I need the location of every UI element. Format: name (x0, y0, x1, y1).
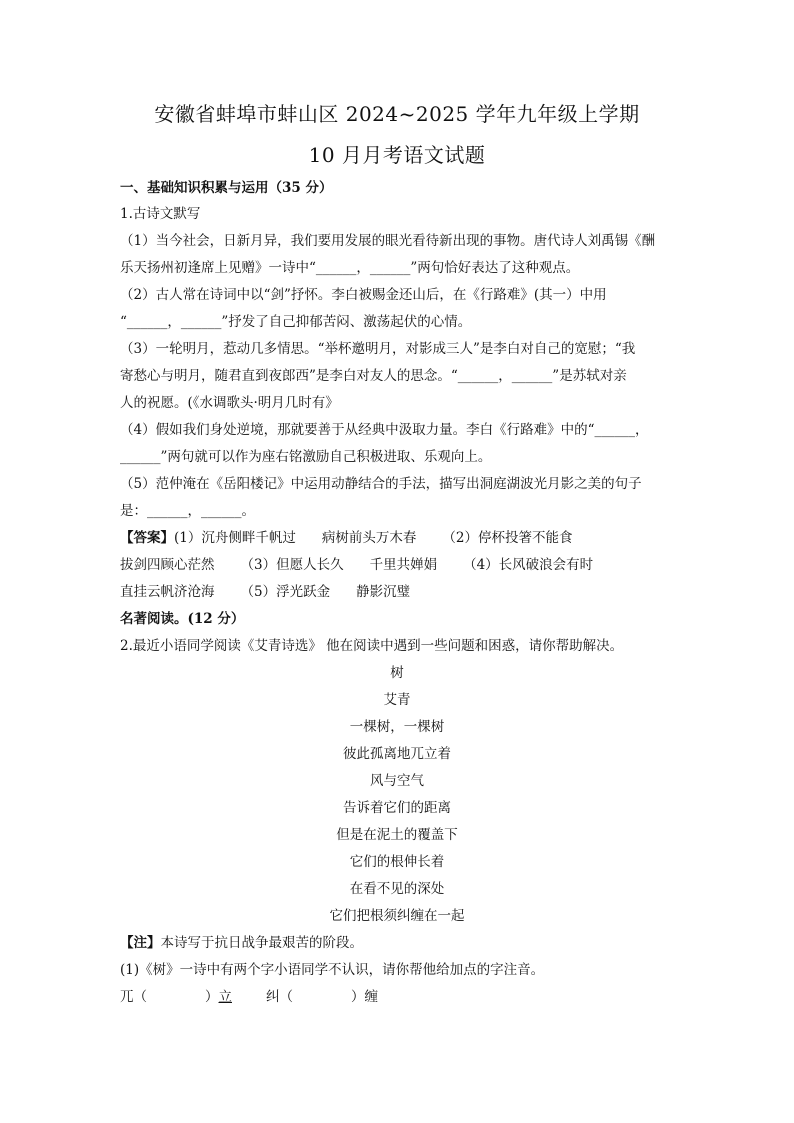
pinyin-close-2: ） (351, 989, 365, 1005)
question-1-3-line-c: 人的祝愿。(《水调歌头·明月几时有》 (120, 395, 339, 411)
answer-item: （2）停杯投箸不能食 (442, 530, 573, 546)
question-1-5-line-a: （5）范仲淹在《岳阳楼记》中运用动静结合的手法，描写出洞庭湖波光月影之美的句子 (120, 476, 642, 492)
answer-row-1 (120, 525, 674, 552)
pinyin-answer-row (120, 984, 674, 1011)
poem-line: 一棵树，一棵树 (349, 719, 445, 735)
exam-title-line-1: 安徽省蚌埠市蚌山区 2024~2025 学年九年级上学期 (154, 102, 640, 126)
pinyin-char-1: 兀（ (120, 989, 147, 1005)
question-1-2-line-a: （2）古人常在诗词中以“剑”抒怀。李白被赐金还山后，在《行路难》(其一）中用 (120, 287, 607, 303)
answer-row-2 (120, 552, 674, 579)
answer-item: 病树前头万木春 (321, 530, 417, 546)
answer-item: (1）沉舟侧畔千帆过 (174, 530, 296, 546)
answer-label: 【答案】 (120, 530, 174, 546)
answer-item: （4）长风破浪会有时 (463, 557, 594, 573)
poem-title: 树 (390, 665, 404, 681)
question-2-1: (1)《树》一诗中有两个字小语同学不认识，请你帮他给加点的字注音。 (120, 962, 545, 978)
answer-item: 直挂云帆济沧海 (120, 584, 215, 600)
poem-line: 告诉着它们的距离 (343, 800, 451, 816)
poem-author: 艾青 (383, 692, 411, 708)
question-1-4-line-b: ______”两句就可以作为座右铭激励自己积极进取、乐观向上。 (120, 449, 492, 465)
pinyin-char-2: 纠（ (266, 989, 293, 1005)
question-2-intro: 2.最近小语同学阅读《艾青诗选》 他在阅读中遇到一些问题和困惑，请你帮助解决。 (120, 638, 624, 654)
note-label: 【注】 (120, 935, 161, 951)
note-text: 本诗写于抗日战争最艰苦的阶段。 (160, 935, 363, 951)
question-1-3-line-b: 寄愁心与明月，随君直到夜郎西”是李白对友人的思念。“______，______”是苏轼对亲 (120, 368, 627, 384)
poem-note (120, 930, 674, 957)
answer-item: 拔剑四顾心茫然 (120, 557, 215, 573)
poem-line: 风与空气 (370, 773, 424, 789)
poem-line: 在看不见的深处 (349, 881, 445, 897)
poem-line: 它们的根伸长着 (349, 854, 445, 870)
question-1-5-line-b: 是：______，______。 (120, 503, 255, 519)
question-1-title: 1.古诗文默写 (120, 206, 201, 222)
answer-item: （5）浮光跃金 (240, 584, 331, 600)
answer-item: 静影沉璧 (356, 584, 411, 600)
pinyin-close-1: ） (205, 989, 219, 1005)
question-1-1-line-a: （1）当今社会，日新月异，我们要用发展的眼光看待新出现的事物。唐代诗人刘禹锡《酬 (120, 233, 656, 249)
pinyin-word-2: 缠 (364, 989, 378, 1005)
exam-title-line-2: 10 月月考语文试题 (308, 143, 486, 167)
answer-item: 千里共婵娟 (369, 557, 438, 573)
question-1-3-line-a: （3）一轮明月，惹动几多情思。“举杯邀明月，对影成三人”是李白对自己的宽慰；“我 (120, 341, 636, 357)
pinyin-word-1: 立 (218, 989, 232, 1005)
poem-line: 但是在泥土的覆盖下 (336, 827, 458, 843)
section-1-heading: 一、基础知识积累与运用（35 分） (120, 180, 333, 196)
question-1-2-line-b: “______，______”抒发了自己抑郁苦闷、激荡起伏的心情。 (120, 314, 472, 330)
question-1-4-line-a: （4）假如我们身处逆境，那就要善于从经典中汲取力量。李白《行路难》中的“______， (120, 422, 649, 438)
question-1-1-line-b: 乐天扬州初逢席上见赠》一诗中“______，______”两句恰好表达了这种观点。 (120, 260, 580, 276)
answer-row-3 (120, 579, 674, 606)
section-2-heading: 名著阅读。(12 分） (120, 611, 245, 627)
poem-line: 它们把根须纠缠在一起 (329, 908, 465, 924)
answer-item: （3）但愿人长久 (240, 557, 344, 573)
poem-line: 彼此孤离地兀立着 (343, 746, 451, 762)
